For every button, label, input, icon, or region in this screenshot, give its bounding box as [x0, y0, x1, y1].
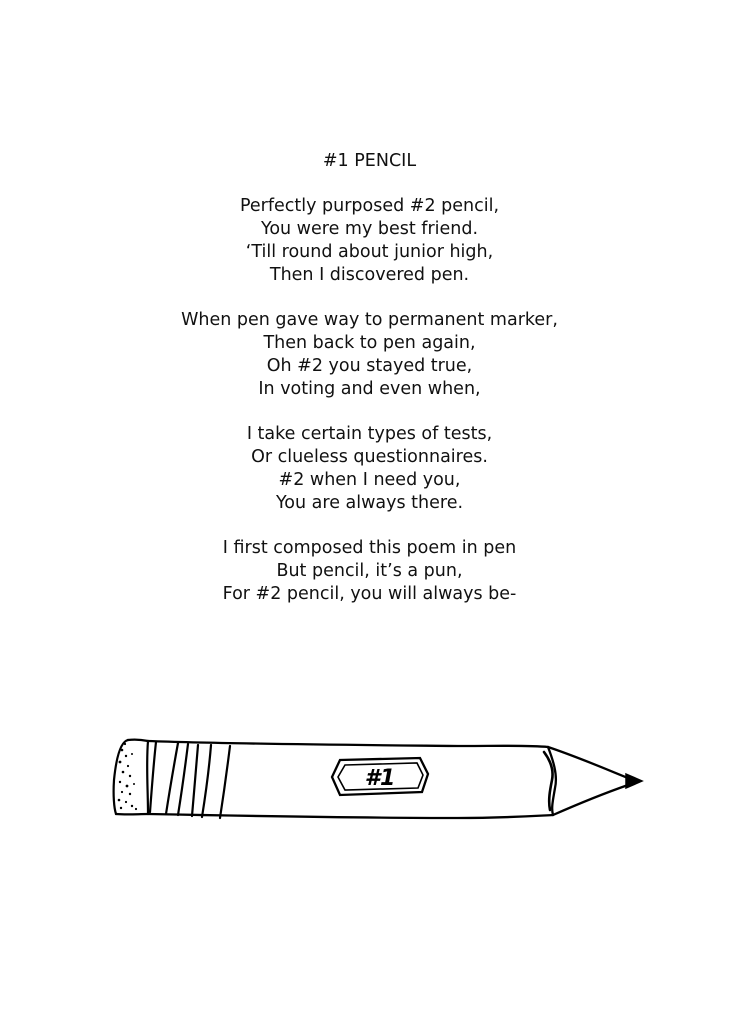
stanza-4 [0, 537, 739, 606]
poem-line: For #2 pencil, you will always be- [222, 584, 517, 604]
poem-line: I take certain types of tests, [246, 424, 493, 444]
pencil-drawing [108, 730, 653, 825]
poem-line: ‘Till round about junior high, [245, 242, 494, 262]
poem-line: You are always there. [275, 493, 464, 513]
poem-line: Then back to pen again, [263, 333, 476, 353]
poem-line: When pen gave way to permanent marker, [181, 310, 558, 330]
poem-line: #2 when I need you, [278, 470, 461, 490]
poem-line: Oh #2 you stayed true, [266, 356, 473, 376]
poem-line: You were my best friend. [260, 219, 479, 239]
pencil-tip-icon [626, 774, 642, 788]
stanza-2 [0, 309, 739, 401]
eraser-icon [114, 740, 148, 815]
pencil-label: #1 [364, 766, 396, 791]
stanza-3 [0, 423, 739, 515]
poem-title: #1 PENCIL [322, 151, 417, 171]
poem-line: I first composed this poem in pen [222, 538, 517, 558]
poem-line: Perfectly purposed #2 pencil, [239, 196, 500, 216]
poem-line: Or clueless questionnaires. [251, 447, 488, 467]
stanza-1 [0, 195, 739, 287]
poem [0, 150, 739, 628]
poem-line: In voting and even when, [258, 379, 481, 399]
poem-line: But pencil, it’s a pun, [276, 561, 463, 581]
pencil-label-plate [332, 758, 428, 795]
ferrule-icon [147, 741, 230, 818]
poem-line: Then I discovered pen. [269, 265, 470, 285]
